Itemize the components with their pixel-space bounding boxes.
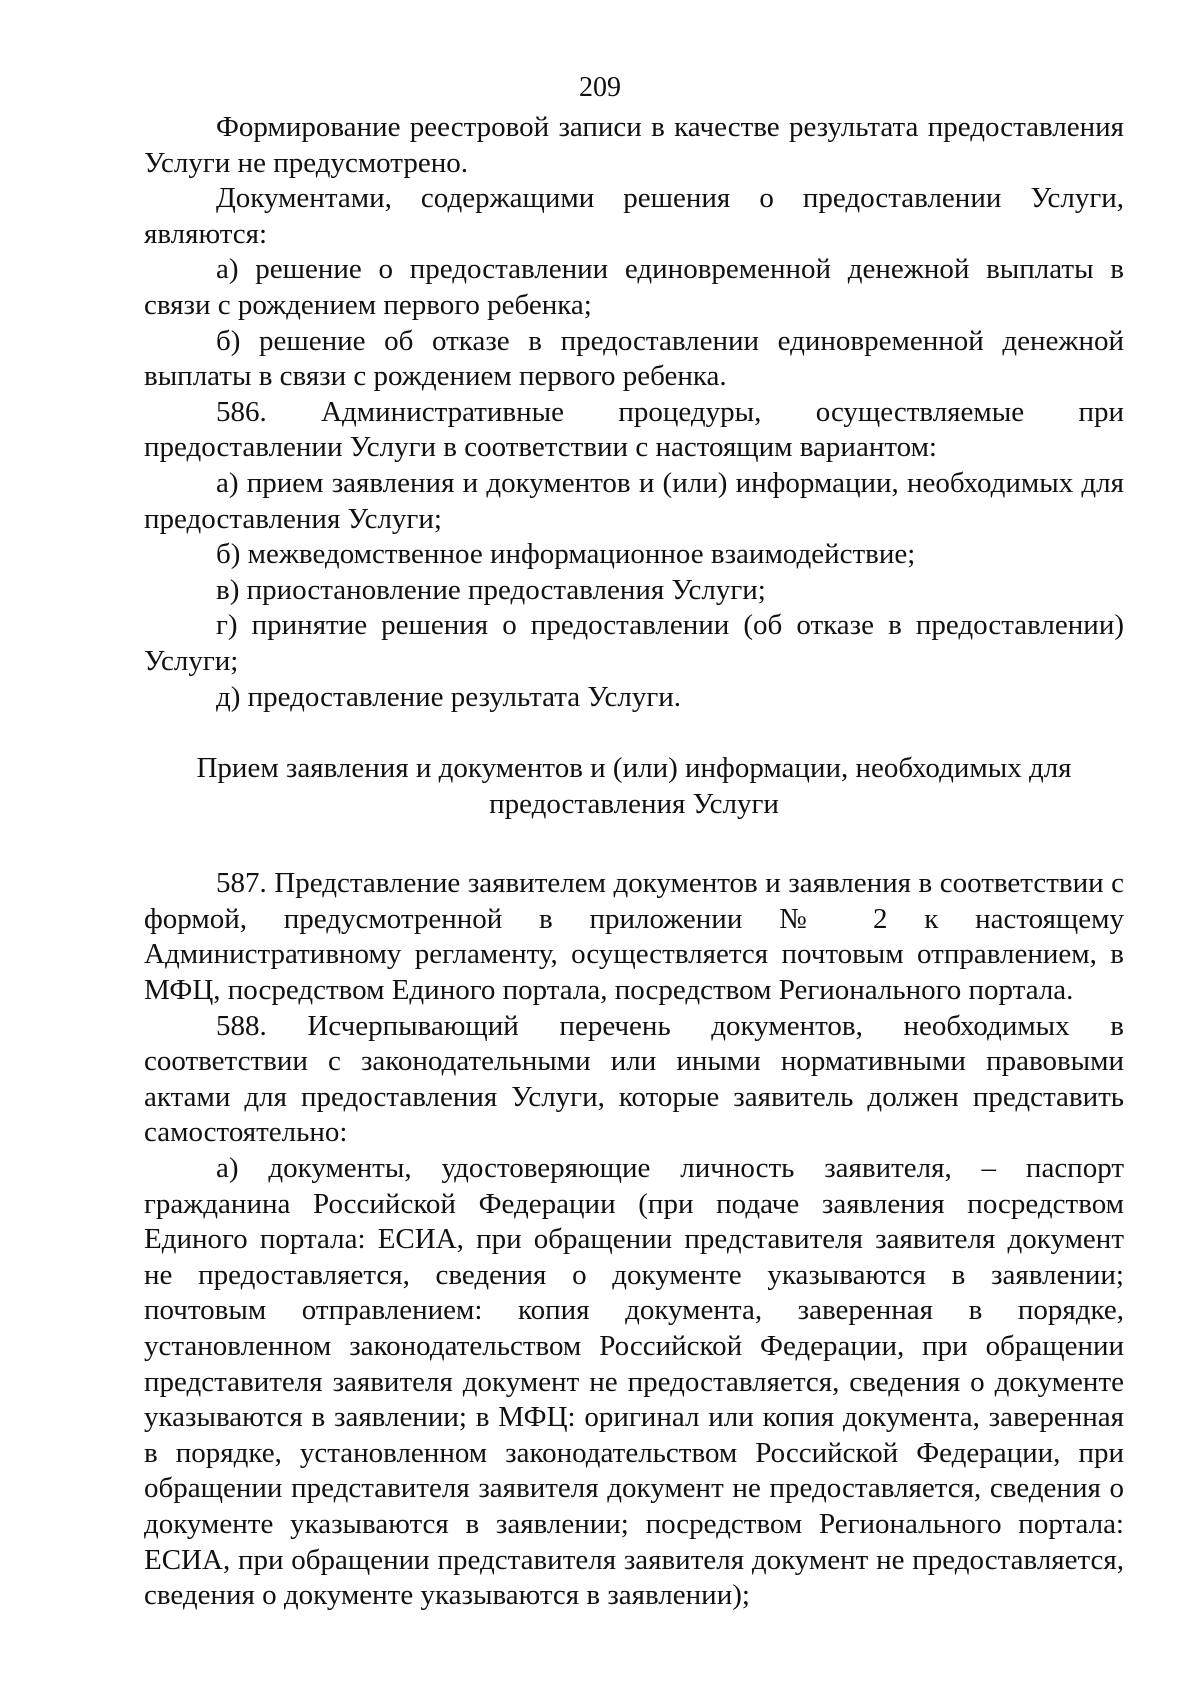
paragraph-586-procedures: 586. Административные процедуры, осуществляемые при предоставлении Услуги в соответствии с настоящим вариантом: (144, 395, 1124, 464)
list-item-b-refusal-decision: б) решение об отказе в предоставлении единовременной денежной выплаты в связи с рождением первого ребенка. (144, 324, 1124, 393)
list-item-v-suspension: в) приостановление предоставления Услуги; (216, 573, 766, 606)
document-body (144, 110, 1124, 1614)
list-item-a-application-intake: а) прием заявления и документов и (или) информации, необходимых для предоставления Услуги; (144, 466, 1124, 535)
paragraph-588-document-list: 588. Исчерпывающий перечень документов, необходимых в соответствии с законодательными или иными нормативными правовыми актами для предоставления Услуги, которые заявитель должен представить самостоятельно: (144, 1009, 1124, 1149)
paragraph-registry-record: Формирование реестровой записи в качестве результата предоставления Услуги не предусмотрено. (144, 111, 1124, 179)
section-heading: Прием заявления и документов и (или) информации, необходимых для предоставления Услуги (196, 752, 1072, 820)
list-item-d-result: д) предоставление результата Услуги. (216, 680, 681, 713)
list-item-g-decision: г) принятие решения о предоставлении (об отказе в предоставлении) Услуги; (144, 609, 1124, 677)
list-item-a-identity-documents: а) документы, удостоверяющие личность заявителя, – паспорт гражданина Российской Федерации (при подаче заявления посредством Единого портала: ЕСИА, при обращении представителя заявителя документ не предоставляется, сведения о документе указываются в заявлении; почтовым отправлением: копия документа, заверенная в порядке, установленном законодательством Российской Федерации, при обращении представителя заявителя документ не предоставляется, сведения о документе указываются в заявлении; в МФЦ: оригинал или копия документа, заверенная в порядке, установленном законодательством Российской Федерации, при обращении представителя заявителя документ не предоставляется, сведения о документе указываются в заявлении; посредством Регионального портала: ЕСИА, при обращении представителя заявителя документ не предоставляется, сведения о документе указываются в заявлении); (144, 1152, 1124, 1612)
list-item-b-interagency: б) межведомственное информационное взаимодействие; (216, 538, 916, 571)
paragraph-587-submission: 587. Представление заявителем документов и заявления в соответствии с формой, предусмотренной в приложении № 2 к настоящему Административному регламенту, осуществляется почтовым отправлением, в МФЦ, посредством Единого портала, посредством Регионального портала. (144, 867, 1124, 1007)
list-item-a-grant-decision: а) решение о предоставлении единовременной денежной выплаты в связи с рождением первого ребенка; (144, 253, 1124, 321)
page-number: 209 (579, 72, 621, 103)
paragraph-decision-documents: Документами, содержащими решения о предоставлении Услуги, являются: (144, 182, 1124, 250)
